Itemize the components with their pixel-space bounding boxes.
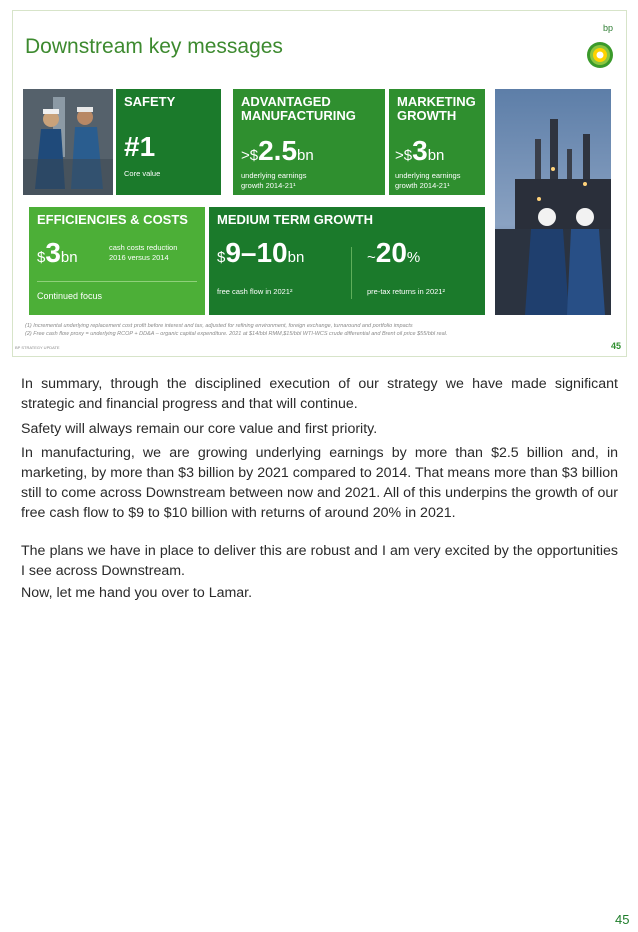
bp-logo-text: bp bbox=[603, 23, 614, 33]
efficiencies-caption-line1: cash costs reduction bbox=[109, 243, 178, 252]
marketing-unit: bn bbox=[427, 147, 445, 164]
efficiencies-focus: Continued focus bbox=[37, 291, 103, 301]
fcf-unit: bn bbox=[287, 249, 305, 266]
refinery-photo bbox=[495, 89, 611, 315]
efficiencies-tile bbox=[29, 207, 205, 315]
fcf-value: 9–10 bbox=[225, 237, 288, 268]
efficiencies-value: 3 bbox=[45, 237, 61, 268]
footnote-1: (1) Incremental underlying replacement cost profit before interest and tax, adjusted for refining environment, foreign exchange, turnaround and portfolio impacts bbox=[25, 323, 413, 329]
returns-prefix: ~ bbox=[367, 249, 376, 266]
marketing-caption-line1: underlying earnings bbox=[395, 171, 461, 180]
efficiencies-prefix: $ bbox=[37, 249, 46, 266]
manufacturing-prefix: >$ bbox=[241, 147, 259, 164]
manufacturing-tile bbox=[233, 89, 385, 195]
footnote-2: (2) Free cash flow proxy = underlying RCOP + DD&A – organic capital expenditure. 2021 at $14/bbl RMM,$15/bbl WTI-WCS crude differential and Brent oil price $55/bbl real. bbox=[25, 331, 448, 337]
fcf-caption: free cash flow in 2021² bbox=[217, 287, 293, 296]
marketing-caption-line2: growth 2014-21¹ bbox=[395, 181, 450, 190]
slide-footer: BP STRATEGY UPDATE bbox=[15, 345, 60, 350]
slide bbox=[12, 10, 627, 357]
marketing-tile bbox=[389, 89, 485, 195]
marketing-title-line2: GROWTH bbox=[397, 108, 457, 123]
manufacturing-caption-line2: growth 2014-21¹ bbox=[241, 181, 296, 190]
slide-title: Downstream key messages bbox=[25, 35, 283, 58]
marketing-value: 3 bbox=[412, 135, 428, 166]
fcf-prefix: $ bbox=[217, 249, 226, 266]
marketing-title-line1: MARKETING bbox=[397, 94, 476, 109]
page-number: 45 bbox=[615, 912, 630, 927]
slide-page-number: 45 bbox=[611, 341, 622, 351]
manufacturing-unit: bn bbox=[297, 147, 314, 164]
paragraph-handover: Now, let me hand you over to Lamar. bbox=[21, 585, 253, 601]
returns-value: 20 bbox=[375, 237, 407, 268]
manufacturing-caption-line1: underlying earnings bbox=[241, 171, 307, 180]
paragraph-plans: The plans we have in place to deliver this are robust and I am very excited by the opportunities I see across Downstream. bbox=[21, 543, 618, 579]
returns-caption: pre-tax returns in 2021² bbox=[367, 287, 445, 296]
efficiencies-caption-line2: 2016 versus 2014 bbox=[109, 253, 169, 262]
manufacturing-title-line2: MANUFACTURING bbox=[241, 108, 356, 123]
paragraph-manufacturing: In manufacturing, we are growing underlying earnings by more than $2.5 billion and, in marketing, by more than $3 billion by 2021 compared to 2014. That means more than $3 billion still to come across Downstream between now and 2021. All of this underpins the growth of our free cash flow to $9 to $10 billion with returns of around 20% in 2021. bbox=[21, 445, 618, 521]
safety-caption: Core value bbox=[124, 169, 161, 178]
medium-term-tile bbox=[209, 207, 485, 315]
paragraph-summary: In summary, through the disciplined execution of our strategy we have made significant strategic and financial progress and that will continue. bbox=[21, 376, 618, 412]
paragraph-safety: Safety will always remain our core value and first priority. bbox=[21, 421, 378, 437]
efficiencies-title: EFFICIENCIES & COSTS bbox=[37, 212, 188, 227]
safety-tile bbox=[116, 89, 221, 195]
marketing-prefix: >$ bbox=[395, 147, 413, 164]
efficiencies-unit: bn bbox=[60, 249, 78, 266]
medium-term-title: MEDIUM TERM GROWTH bbox=[217, 212, 373, 227]
safety-value: #1 bbox=[124, 131, 156, 162]
workers-photo bbox=[23, 89, 113, 195]
manufacturing-value: 2.5 bbox=[258, 135, 298, 166]
safety-tile-title: SAFETY bbox=[124, 94, 176, 109]
returns-unit: % bbox=[406, 249, 421, 266]
manufacturing-title-line1: ADVANTAGED bbox=[241, 94, 331, 109]
bp-helios-logo-icon bbox=[583, 29, 619, 73]
